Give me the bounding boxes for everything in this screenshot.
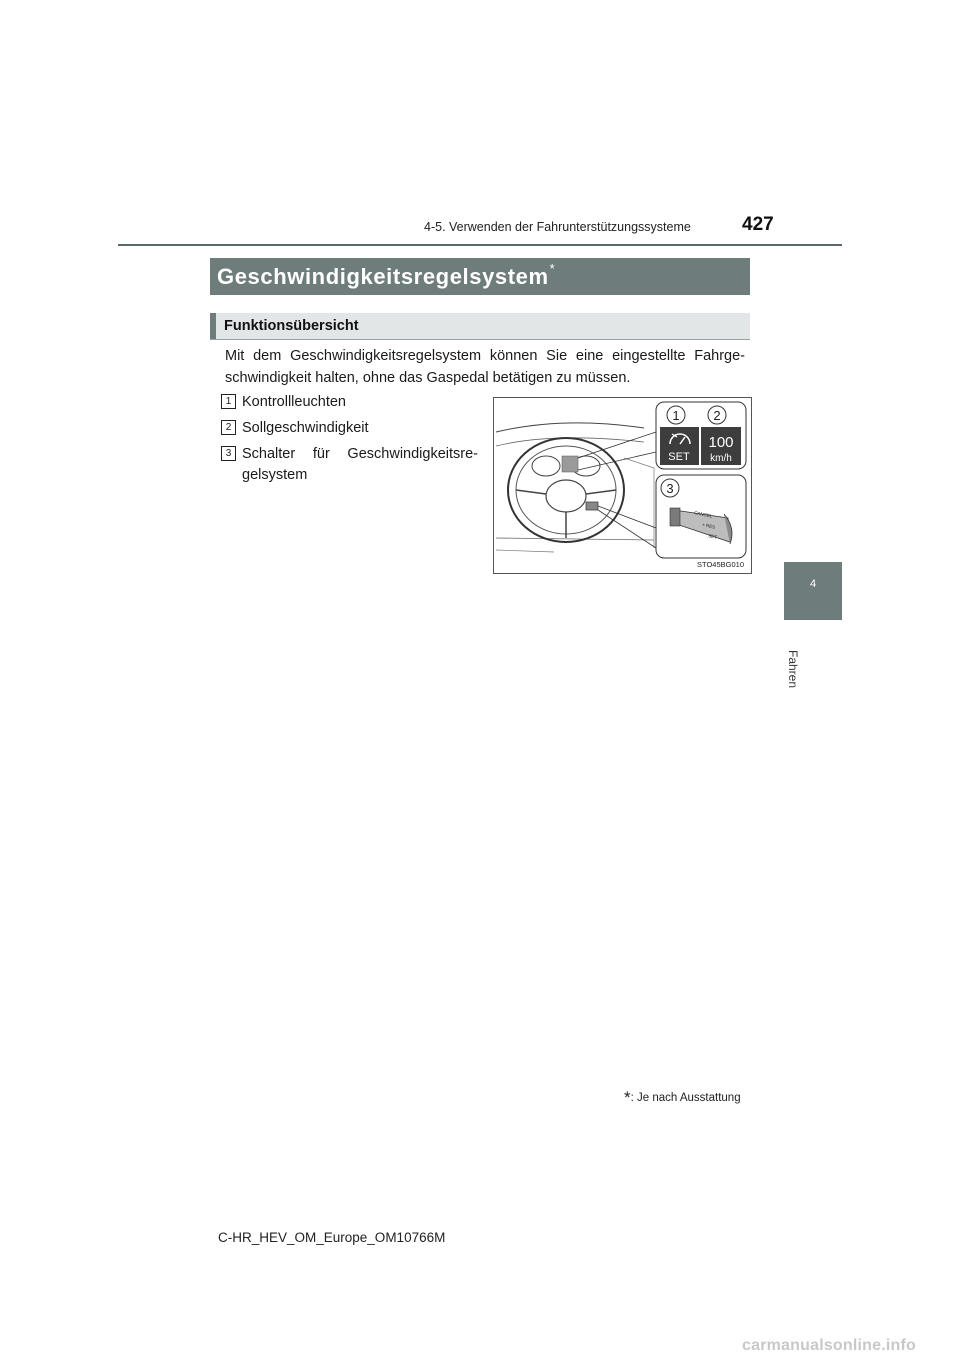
watermark: carmanualsonline.info xyxy=(742,1337,917,1354)
lever-label-res: + RES xyxy=(701,522,716,530)
callout-2: 2 xyxy=(713,408,721,423)
chapter-tab xyxy=(784,562,842,620)
callout-3: 3 xyxy=(666,481,674,496)
set-speed-value: 100 xyxy=(708,434,734,451)
section-title-bar xyxy=(210,258,750,295)
lever-label-set: SET xyxy=(707,533,718,540)
cruise-control-illustration xyxy=(493,397,752,574)
chapter-label: Fahren xyxy=(786,650,800,689)
item-text: Schalter für Geschwindigkeitsre-gelsystem xyxy=(242,446,478,483)
page-number: 427 xyxy=(742,214,774,235)
footnote-mark: * xyxy=(624,1088,631,1107)
header-section-title: 4-5. Verwenden der Fahrunterstützungssysteme xyxy=(424,220,691,234)
set-indicator-text: SET xyxy=(668,451,690,463)
illustration-drawing xyxy=(494,398,751,573)
item-text: Sollgeschwindigkeit xyxy=(242,420,369,436)
footnote-text: : Je nach Ausstattung xyxy=(630,1092,741,1104)
set-speed-unit: km/h xyxy=(710,453,732,464)
chapter-number: 4 xyxy=(809,578,817,590)
subheading-label: Funktionsübersicht xyxy=(224,318,359,334)
illustration-code: STO45BG010 xyxy=(697,560,744,569)
equipment-mark: * xyxy=(549,261,556,276)
item-number: 2 xyxy=(221,420,236,435)
intro-paragraph: Mit dem Geschwindigkeitsregelsystem können Sie eine eingestellte Fahrge-schwindigkeit halten, ohne das Gaspedal betätigen zu müssen. xyxy=(225,348,745,386)
section-title xyxy=(217,261,555,290)
subheading-bar xyxy=(210,313,750,340)
item-number: 3 xyxy=(221,446,236,461)
subheading-marker xyxy=(210,313,216,339)
callout-1: 1 xyxy=(672,408,680,423)
section-title-text: Geschwindigkeitsregelsystem xyxy=(217,264,549,289)
lever-label-cancel: CANCEL xyxy=(693,510,713,519)
document-footer: C-HR_HEV_OM_Europe_OM10766M xyxy=(218,1230,446,1245)
footnote xyxy=(624,1088,741,1108)
item-text: Kontrollleuchten xyxy=(242,394,346,410)
header-rule xyxy=(118,244,842,246)
item-number: 1 xyxy=(221,394,236,409)
